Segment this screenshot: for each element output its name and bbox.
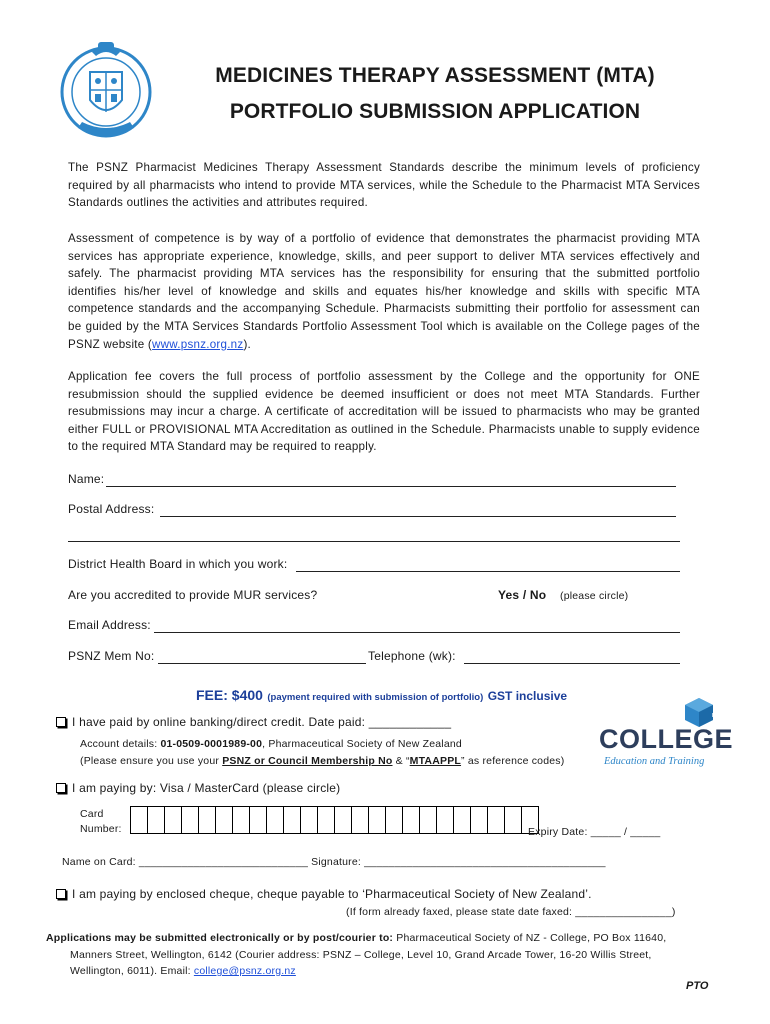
telephone-label: Telephone (wk): (368, 649, 456, 663)
intro-paragraph-1: The PSNZ Pharmacist Medicines Therapy Assessment Standards describe the minimum levels of proficiency required by all pharmacists who intend to provide MTA services, while the Schedule to the Pharmacist MTA Services Standards outlines the activities and attributes required. (68, 161, 700, 210)
intro-paragraph-3: Application fee covers the full process of portfolio assessment by the College and the opportunity for ONE resubmission should the supplied evidence be deemed insufficient or does not meet MTA Standards. Further resubmissions may incur a charge. A certificate of accreditation will be issued to pharmacists who may be granted either FULL or PROVISIONAL MTA Accreditation as outlined in the Schedule. Pharmacists unable to supply evidence to the required MTA Standard may be required to reapply. (68, 370, 700, 454)
address-line-2: Manners Street, Wellington, 6142 (Courier address: PSNZ – College, Level 10, Grand Arcade Tower, 16-20 Willis Street, (70, 949, 652, 961)
college-email-link[interactable]: college@psnz.org.nz (193, 965, 296, 977)
mur-yes-no[interactable]: Yes / No (498, 588, 547, 602)
page-subtitle: PORTFOLIO SUBMISSION APPLICATION (229, 100, 641, 123)
name-label: Name: (68, 472, 105, 486)
card-number-label: Card Number: (80, 808, 122, 835)
card-payment-checkbox[interactable] (56, 783, 66, 793)
college-tagline: Education and Training (604, 756, 705, 767)
page-title: MEDICINES THERAPY ASSESSMENT (MTA) (215, 64, 655, 87)
name-signature-fields[interactable]: Name on Card: ____________________________ Signature: ________________________________________ (62, 856, 606, 868)
postal-address-line-2[interactable] (68, 541, 680, 542)
mem-no-field[interactable] (158, 663, 366, 664)
fee-gst: GST inclusive (487, 689, 568, 703)
card-number-boxes[interactable] (130, 806, 539, 834)
address-line-3: Wellington, 6011). Email: college@psnz.org.nz (70, 965, 296, 977)
online-payment-checkbox[interactable] (56, 717, 66, 727)
mem-no-label: PSNZ Mem No: (68, 649, 155, 663)
mur-note: (please circle) (560, 590, 629, 602)
fee-line (196, 687, 567, 705)
fax-note[interactable]: (If form already faxed, please state date faxed: ________________) (346, 906, 676, 918)
college-badge: PSNZ (712, 713, 726, 719)
card-payment-option[interactable]: I am paying by: Visa / MasterCard (please circle) (56, 781, 340, 795)
email-field[interactable] (154, 632, 680, 633)
college-logo (596, 696, 734, 772)
cheque-payment-checkbox[interactable] (56, 889, 66, 899)
account-details: Account details: 01-0509-0001989-00, Pharmaceutical Society of New Zealand (80, 738, 462, 750)
fee-note: (payment required with submission of portfolio) (267, 692, 484, 703)
psnz-website-link[interactable]: www.psnz.org.nz (152, 337, 244, 351)
postal-address-label: Postal Address: (68, 502, 155, 516)
psnz-logo (56, 36, 156, 144)
online-payment-option[interactable]: I have paid by online banking/direct credit. Date paid: ____________ (56, 715, 451, 729)
email-label: Email Address: (68, 618, 151, 632)
mur-question: Are you accredited to provide MUR services? (68, 588, 318, 602)
fee-amount: FEE: $400 (196, 687, 263, 703)
expiry-date-field[interactable]: Expiry Date: _____ / _____ (528, 826, 661, 838)
dhb-field[interactable] (296, 571, 680, 572)
reference-codes: (Please ensure you use your PSNZ or Council Membership No & “MTAAPPL” as reference codes) (80, 755, 565, 767)
pto-label: PTO (686, 980, 709, 992)
postal-address-field[interactable] (160, 516, 676, 517)
name-field[interactable] (106, 486, 676, 487)
college-name: COLLEGE (599, 724, 734, 754)
intro-paragraph-2: Assessment of competence is by way of a portfolio of evidence that demonstrates the pharmacist providing MTA services has appropriate experience, knowledge, skills, and peer support to deliver MTA services effectively and safely. The pharmacist providing MTA services has the responsibility for ensuring that the submitted portfolio identifies his/her level of knowledge and skills and equates his/her knowledge and skills with specific MTA competence standards and the accompanying Schedule. Pharmacists submitting their portfolio for assessment can be guided by the MTA Services Standards Portfolio Assessment Tool which is available on the College pages of the PSNZ website (www.psnz.org.nz). (68, 232, 700, 351)
submission-instructions: Applications may be submitted electronically or by post/courier to: Pharmaceutical Society of NZ - College, PO Box 11640, (46, 932, 667, 944)
cheque-payment-option[interactable]: I am paying by enclosed cheque, cheque payable to ‘Pharmaceutical Society of New Zealand’. (56, 887, 592, 901)
telephone-field[interactable] (464, 663, 680, 664)
dhb-label: District Health Board in which you work: (68, 557, 288, 571)
